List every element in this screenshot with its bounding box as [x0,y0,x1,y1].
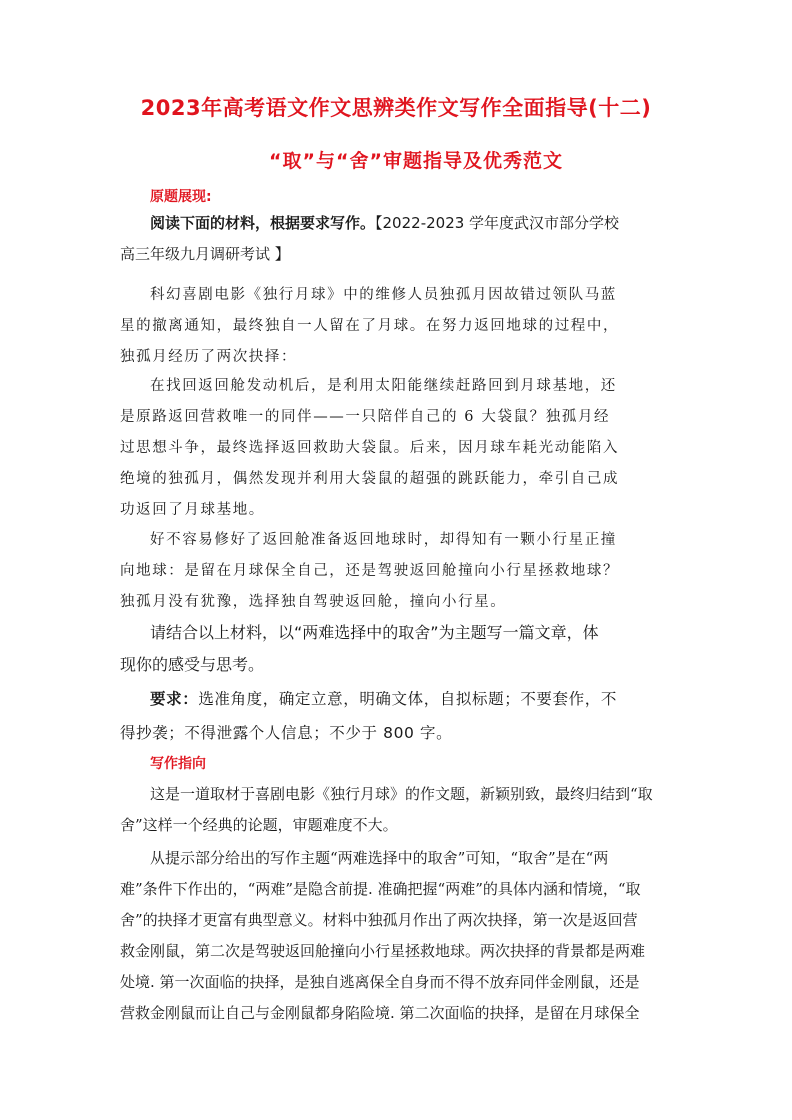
material-paragraph-1 [120,280,680,373]
text-line: 请结合以上材料，以“两难选择中的取舍”为主题写一篇文章，体 [150,623,599,642]
text-line: 好不容易修好了返回舱准备返回地球时，却得知有一颗小行星正撞 [150,532,617,548]
text-line: 处境. 第一次面临的抉择，是独自逃离保全自身而不得不放弃同伴金刚鼠，还是 [120,973,640,991]
text-line: 星的撤离通知，最终独自一人留在了月球。在努力返回地球的过程中， [120,318,620,334]
text-line: 营救金刚鼠而让自己与金刚鼠都身陷险境. 第二次面临的抉择，是留在月球保全 [120,1004,640,1022]
requirement-text: 选准角度，确定立意，明确文体，自拟标题；不要套作，不 [198,690,617,708]
requirement-label: 要求： [150,690,199,708]
text-line: 现你的感受与思考。 [120,655,265,674]
text-line: 难”条件下作出的，“两难”是隐含前提. 准确把握“两难”的具体内涵和情境，“取 [120,880,641,898]
page-title: 2023年高考语文作文思辨类作文写作全面指导(十二) [140,96,652,120]
text-line: 舍”这样一个经典的论题，审题难度不大。 [120,816,398,834]
text-line: 是原路返回营救唯一的同伴——一只陪伴自己的 6 大袋鼠？独孤月经 [120,409,611,425]
text-line: 舍”的抉择才更富有典型意义。材料中独孤月作出了两次抉择，第一次是返回营 [120,911,638,929]
section-heading-writing-guide: 写作指向 [150,756,206,772]
material-paragraph-2 [120,371,680,526]
text-line: 功返回了月球基地。 [120,502,265,518]
text-line: 从提示部分给出的写作主题“两难选择中的取舍”可知，“取舍”是在“两 [150,849,609,867]
text-line: 独孤月没有犹豫，选择独自驾驶返回舱，撞向小行星。 [120,594,507,610]
source-text: 【2022-2023 学年度武汉市部分学校 [375,214,620,232]
guide-paragraph-2 [120,843,680,1029]
instruction-paragraph [120,208,690,270]
text-line: 向地球：是留在月球保全自己，还是驾驶返回舱撞向小行星拯救地球？ [120,563,620,579]
text-line: 在找回返回舱发动机后，是利用太阳能继续赶路回到月球基地，还 [150,378,617,394]
text-line: 救金刚鼠，第二次是驾驶返回舱撞向小行星拯救地球。两次抉择的背景都是两难 [120,942,646,960]
task-paragraph [120,617,680,681]
source-text-line2: 高三年级九月调研考试 】 [120,245,290,263]
text-line: 这是一道取材于喜剧电影《独行月球》的作文题，新颖别致，最终归结到“取 [150,785,653,803]
section-heading-original-problem: 原题展现: [150,189,212,205]
text-line: 过思想斗争，最终选择返回救助大袋鼠。后来，因月球车耗光动能陷入 [120,440,620,456]
instruction-text: 阅读下面的材料，根据要求写作。 [150,214,376,232]
text-line: 科幻喜剧电影《独行月球》中的维修人员独孤月因故错过领队马蓝 [150,287,617,303]
material-paragraph-3 [120,525,680,618]
text-line: 绝境的独孤月，偶然发现并利用大袋鼠的超强的跳跃能力，牵引自己成 [120,471,620,487]
requirement-text-line2: 得抄袭；不得泄露个人信息；不少于 800 字。 [120,724,453,742]
text-line: 独孤月经历了两次抉择： [120,349,298,365]
page-subtitle: “取”与“舍”审题指导及优秀范文 [269,150,563,172]
requirement-paragraph [120,682,680,750]
guide-paragraph-1 [120,779,680,841]
